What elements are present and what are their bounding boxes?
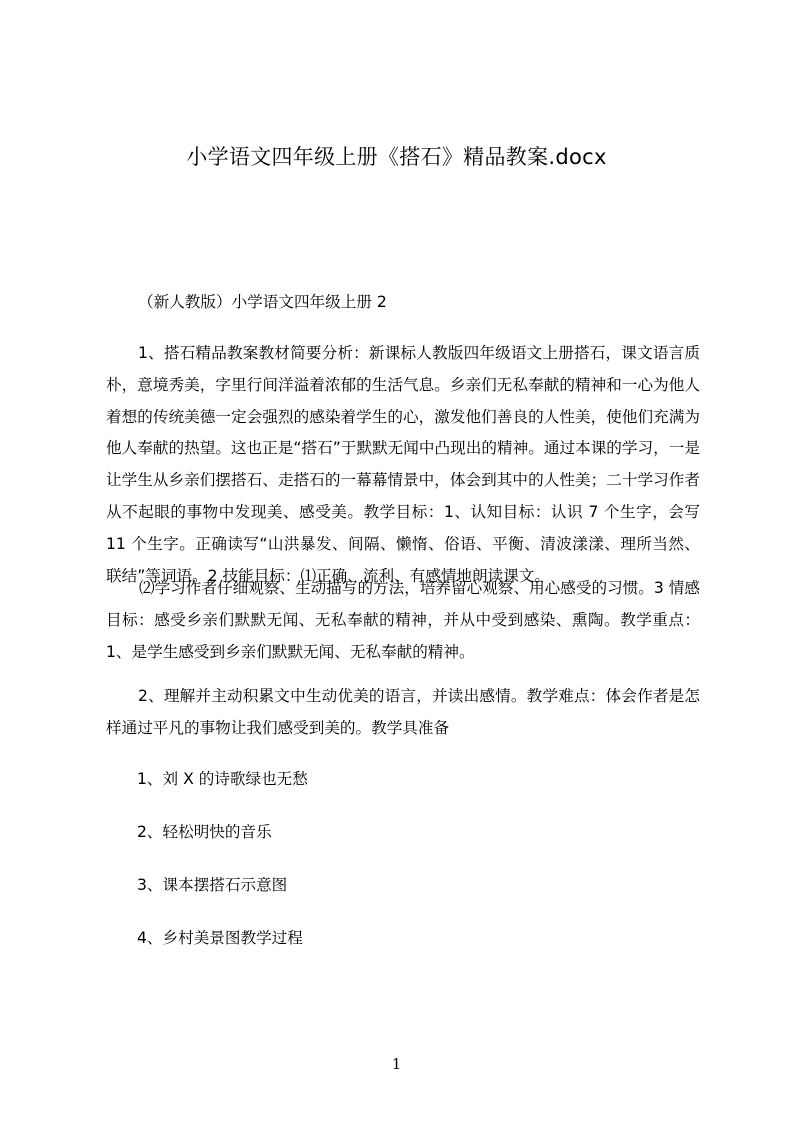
list-item: 3、课本摆搭石示意图 bbox=[137, 876, 288, 894]
document-subtitle: （新人教版）小学语文四年级上册 2 bbox=[138, 293, 387, 311]
list-item: 4、乡村美景图教学过程 bbox=[137, 929, 303, 947]
paragraph-1: 1、搭石精品教案教材简要分析：新课标人教版四年级语文上册搭石，课文语言质朴，意境秀美，字里行间洋溢着浓郁的生活气息。乡亲们无私奉献的精神和一心为他人着想的传统美德一定会强烈的感染着学生的心，激发他们善良的人性美，使他们充满为他人奉献的热望。这也正是“搭石”于默默无闻中凸现出的精神。通过本课的学习，一是让学生从乡亲们摆搭石、走搭石的一幕幕情景中，体会到其中的人性美；二十学习作者从不起眼的事物中发现美、感受美。教学目标：1、认知目标：认识 7 个生字，会写 11 个生字。正确读写“山洪暴发、间隔、懒惰、俗语、平衡、清波漾漾、理所当然、联结”等词语。2 技能目标：⑴正确、流利、有感情地朗读课文。 bbox=[106, 344, 700, 585]
list-item: 1、刘 X 的诗歌绿也无愁 bbox=[137, 770, 308, 788]
paragraph-2: ⑵学习作者仔细观察、生动描写的方法，培养留心观察、用心感受的习惯。3 情感目标：感受乡亲们默默无闻、无私奉献的精神，并从中受到感染、熏陶。教学重点：1、是学生感受到乡亲们默默无闻、无私奉献的精神。 bbox=[106, 579, 700, 661]
list-item: 2、轻松明快的音乐 bbox=[137, 823, 272, 841]
document-title: 小学语文四年级上册《搭石》精品教案.docx bbox=[186, 145, 607, 169]
page-number: 1 bbox=[391, 1055, 402, 1073]
paragraph-3: 2、理解并主动积累文中生动优美的语言，并读出感情。教学难点：体会作者是怎样通过平凡的事物让我们感受到美的。教学具准备 bbox=[106, 687, 700, 737]
